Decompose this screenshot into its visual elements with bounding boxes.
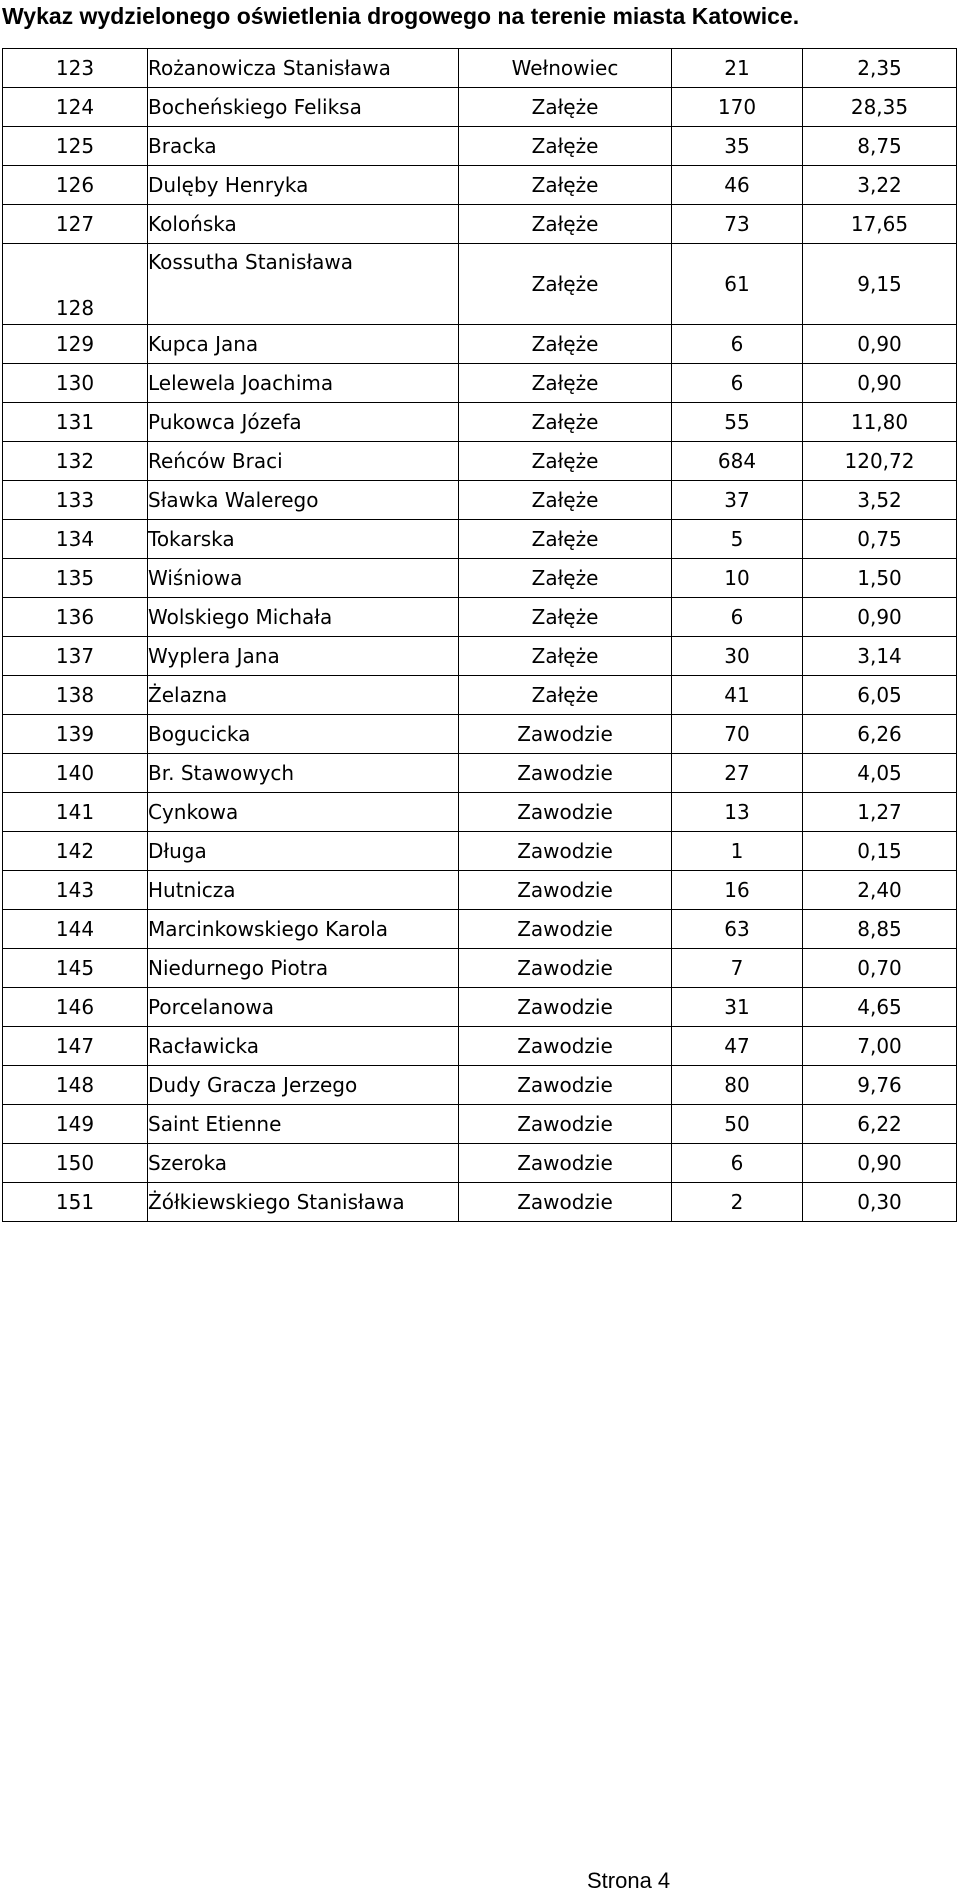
table-row: [3, 949, 957, 988]
lamp-count: 73: [672, 205, 803, 244]
table-row: [3, 364, 957, 403]
lamp-count: 10: [672, 559, 803, 598]
street-name: Porcelanowa: [148, 988, 459, 1027]
row-number: 143: [3, 871, 148, 910]
street-name: Pukowca Józefa: [148, 403, 459, 442]
street-name: Lelewela Joachima: [148, 364, 459, 403]
lamp-count: 2: [672, 1183, 803, 1222]
table-row: [3, 481, 957, 520]
row-number: 137: [3, 637, 148, 676]
row-number: 124: [3, 88, 148, 127]
lamp-count: 46: [672, 166, 803, 205]
table-row: [3, 49, 957, 88]
lamp-count: 35: [672, 127, 803, 166]
district: Zawodzie: [459, 1183, 672, 1222]
district: Zawodzie: [459, 793, 672, 832]
district: Zawodzie: [459, 715, 672, 754]
length-value: 0,15: [803, 832, 957, 871]
street-name: Kupca Jana: [148, 325, 459, 364]
lamp-count: 5: [672, 520, 803, 559]
street-name: Sławka Walerego: [148, 481, 459, 520]
length-value: 2,40: [803, 871, 957, 910]
street-name: Wyplera Jana: [148, 637, 459, 676]
street-name: Cynkowa: [148, 793, 459, 832]
lamp-count: 21: [672, 49, 803, 88]
district: Zawodzie: [459, 988, 672, 1027]
row-number: 132: [3, 442, 148, 481]
street-name: Kossutha Stanisława: [148, 244, 459, 325]
table-row: [3, 166, 957, 205]
table-row: [3, 559, 957, 598]
lamp-count: 7: [672, 949, 803, 988]
row-number: 133: [3, 481, 148, 520]
district: Zawodzie: [459, 910, 672, 949]
table-row: [3, 205, 957, 244]
length-value: 9,15: [803, 244, 957, 325]
district: Wełnowiec: [459, 49, 672, 88]
length-value: 0,90: [803, 598, 957, 637]
table-row: [3, 88, 957, 127]
district: Zawodzie: [459, 1144, 672, 1183]
table-row: [3, 1066, 957, 1105]
length-value: 7,00: [803, 1027, 957, 1066]
district: Załęże: [459, 442, 672, 481]
length-value: 3,14: [803, 637, 957, 676]
district: Załęże: [459, 205, 672, 244]
district: Zawodzie: [459, 1105, 672, 1144]
lamp-count: 37: [672, 481, 803, 520]
street-name: Reńców Braci: [148, 442, 459, 481]
district: Załęże: [459, 520, 672, 559]
street-name: Długa: [148, 832, 459, 871]
row-number: 150: [3, 1144, 148, 1183]
table-row: [3, 325, 957, 364]
table-row: [3, 871, 957, 910]
street-lighting-table: [2, 48, 957, 1222]
district: Zawodzie: [459, 1027, 672, 1066]
row-number: 140: [3, 754, 148, 793]
length-value: 0,90: [803, 364, 957, 403]
row-number: 138: [3, 676, 148, 715]
length-value: 2,35: [803, 49, 957, 88]
document-title: Wykaz wydzielonego oświetlenia drogowego na terenie miasta Katowice.: [2, 3, 800, 29]
lamp-count: 13: [672, 793, 803, 832]
table-row: [3, 1105, 957, 1144]
lamp-count: 170: [672, 88, 803, 127]
row-number: 135: [3, 559, 148, 598]
table-row: [3, 754, 957, 793]
table-row: [3, 793, 957, 832]
street-name: Szeroka: [148, 1144, 459, 1183]
length-value: 8,75: [803, 127, 957, 166]
length-value: 0,90: [803, 1144, 957, 1183]
street-name: Żółkiewskiego Stanisława: [148, 1183, 459, 1222]
length-value: 120,72: [803, 442, 957, 481]
lamp-count: 31: [672, 988, 803, 1027]
table-row: [3, 637, 957, 676]
lamp-count: 684: [672, 442, 803, 481]
street-name: Wolskiego Michała: [148, 598, 459, 637]
lamp-count: 47: [672, 1027, 803, 1066]
length-value: 0,90: [803, 325, 957, 364]
district: Załęże: [459, 127, 672, 166]
district: Załęże: [459, 325, 672, 364]
table-row: [3, 442, 957, 481]
length-value: 1,27: [803, 793, 957, 832]
street-name: Racławicka: [148, 1027, 459, 1066]
row-number: 130: [3, 364, 148, 403]
lamp-count: 61: [672, 244, 803, 325]
street-name: Wiśniowa: [148, 559, 459, 598]
lamp-count: 41: [672, 676, 803, 715]
lamp-count: 6: [672, 364, 803, 403]
table-row: [3, 988, 957, 1027]
street-name: Niedurnego Piotra: [148, 949, 459, 988]
lamp-count: 63: [672, 910, 803, 949]
length-value: 0,30: [803, 1183, 957, 1222]
district: Załęże: [459, 676, 672, 715]
street-name: Bracka: [148, 127, 459, 166]
table-row: [3, 1183, 957, 1222]
lamp-count: 50: [672, 1105, 803, 1144]
district: Zawodzie: [459, 949, 672, 988]
table-row: [3, 244, 957, 325]
district: Załęże: [459, 88, 672, 127]
row-number: 129: [3, 325, 148, 364]
street-name: Bocheńskiego Feliksa: [148, 88, 459, 127]
table-row: [3, 1027, 957, 1066]
table-row: [3, 715, 957, 754]
length-value: 17,65: [803, 205, 957, 244]
length-value: 0,70: [803, 949, 957, 988]
row-number: 127: [3, 205, 148, 244]
district: Załęże: [459, 598, 672, 637]
length-value: 0,75: [803, 520, 957, 559]
row-number: 125: [3, 127, 148, 166]
lamp-count: 55: [672, 403, 803, 442]
length-value: 4,05: [803, 754, 957, 793]
district: Zawodzie: [459, 1066, 672, 1105]
district: Zawodzie: [459, 832, 672, 871]
row-number: 139: [3, 715, 148, 754]
row-number: 145: [3, 949, 148, 988]
district: Załęże: [459, 244, 672, 325]
length-value: 3,22: [803, 166, 957, 205]
table-row: [3, 910, 957, 949]
street-name: Dulęby Henryka: [148, 166, 459, 205]
row-number: 148: [3, 1066, 148, 1105]
lamp-count: 30: [672, 637, 803, 676]
length-value: 11,80: [803, 403, 957, 442]
table-row: [3, 1144, 957, 1183]
street-name: Bogucicka: [148, 715, 459, 754]
district: Zawodzie: [459, 754, 672, 793]
table-row: [3, 598, 957, 637]
lamp-count: 80: [672, 1066, 803, 1105]
row-number: 149: [3, 1105, 148, 1144]
street-name: Rożanowicza Stanisława: [148, 49, 459, 88]
district: Załęże: [459, 637, 672, 676]
table-row: [3, 832, 957, 871]
row-number: 126: [3, 166, 148, 205]
row-number: 147: [3, 1027, 148, 1066]
street-name: Dudy Gracza Jerzego: [148, 1066, 459, 1105]
row-number: 151: [3, 1183, 148, 1222]
district: Zawodzie: [459, 871, 672, 910]
row-number: 146: [3, 988, 148, 1027]
row-number: 136: [3, 598, 148, 637]
lamp-count: 1: [672, 832, 803, 871]
length-value: 28,35: [803, 88, 957, 127]
street-name: Br. Stawowych: [148, 754, 459, 793]
row-number: 128: [3, 244, 148, 325]
length-value: 4,65: [803, 988, 957, 1027]
table-row: [3, 676, 957, 715]
length-value: 8,85: [803, 910, 957, 949]
street-name: Hutnicza: [148, 871, 459, 910]
lamp-count: 6: [672, 598, 803, 637]
lamp-count: 6: [672, 1144, 803, 1183]
district: Załęże: [459, 481, 672, 520]
street-name: Kolońska: [148, 205, 459, 244]
length-value: 1,50: [803, 559, 957, 598]
row-number: 123: [3, 49, 148, 88]
table-row: [3, 127, 957, 166]
row-number: 144: [3, 910, 148, 949]
street-name: Żelazna: [148, 676, 459, 715]
district: Załęże: [459, 403, 672, 442]
row-number: 131: [3, 403, 148, 442]
lamp-count: 16: [672, 871, 803, 910]
street-name: Marcinkowskiego Karola: [148, 910, 459, 949]
length-value: 3,52: [803, 481, 957, 520]
row-number: 142: [3, 832, 148, 871]
lamp-count: 27: [672, 754, 803, 793]
street-name: Saint Etienne: [148, 1105, 459, 1144]
district: Załęże: [459, 166, 672, 205]
length-value: 6,26: [803, 715, 957, 754]
length-value: 9,76: [803, 1066, 957, 1105]
page-number: Strona 4: [587, 1868, 671, 1893]
row-number: 134: [3, 520, 148, 559]
table-row: [3, 520, 957, 559]
district: Załęże: [459, 559, 672, 598]
district: Załęże: [459, 364, 672, 403]
length-value: 6,22: [803, 1105, 957, 1144]
length-value: 6,05: [803, 676, 957, 715]
lamp-count: 70: [672, 715, 803, 754]
lamp-count: 6: [672, 325, 803, 364]
street-name: Tokarska: [148, 520, 459, 559]
table-row: [3, 403, 957, 442]
row-number: 141: [3, 793, 148, 832]
